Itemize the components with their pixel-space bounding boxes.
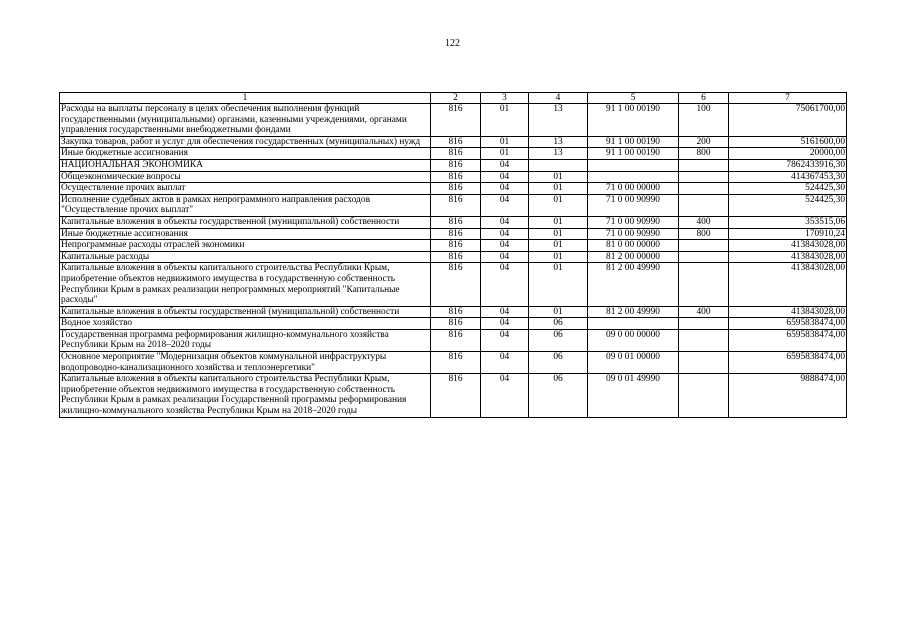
row-subsection-code: 01 (529, 194, 588, 216)
row-expense-type (679, 171, 729, 183)
row-name: Общеэкономические вопросы (60, 171, 431, 183)
row-expense-type (679, 240, 729, 252)
row-name: Основное мероприятие "Модернизация объектов коммунальной инфраструктуры водопроводно-канализационного хозяйства и теплоэнергетики" (60, 352, 431, 374)
row-expense-type: 200 (679, 136, 729, 148)
row-subsection-code: 01 (529, 263, 588, 306)
row-amount: 413843028,00 (729, 251, 847, 263)
row-ministry-code: 816 (431, 263, 481, 306)
header-row (60, 93, 847, 104)
row-amount: 353515,06 (729, 216, 847, 228)
row-section-code: 04 (481, 263, 529, 306)
row-section-code: 04 (481, 329, 529, 351)
row-amount: 20000,00 (729, 148, 847, 160)
header-col-3: 3 (481, 93, 529, 104)
row-name: Иные бюджетные ассигнования (60, 148, 431, 160)
row-amount: 524425,30 (729, 194, 847, 216)
row-target-article: 91 1 00 00190 (588, 148, 679, 160)
row-name: Капитальные вложения в объекты капитального строительства Республики Крым, приобретение объектов недвижимого имущества в государственную собственность Республики Крым в рамках реализации Государственной программы реформирования жилищно-коммунального хозяйства Республики Крым на 2018–2020 годы (60, 374, 431, 417)
row-ministry-code: 816 (431, 148, 481, 160)
table-row (60, 171, 847, 183)
row-subsection-code: 01 (529, 251, 588, 263)
row-amount: 414367453,30 (729, 171, 847, 183)
row-section-code: 01 (481, 148, 529, 160)
table-row (60, 183, 847, 195)
row-subsection-code: 01 (529, 171, 588, 183)
row-section-code: 04 (481, 216, 529, 228)
table-row (60, 240, 847, 252)
table-row (60, 228, 847, 240)
header-col-1: 1 (60, 93, 431, 104)
row-section-code: 04 (481, 251, 529, 263)
row-expense-type: 800 (679, 228, 729, 240)
row-name: Водное хозяйство (60, 318, 431, 330)
row-ministry-code: 816 (431, 159, 481, 171)
row-expense-type (679, 374, 729, 417)
row-subsection-code: 06 (529, 329, 588, 351)
row-section-code: 04 (481, 171, 529, 183)
row-ministry-code: 816 (431, 228, 481, 240)
row-subsection-code: 13 (529, 136, 588, 148)
row-target-article: 71 0 00 90990 (588, 194, 679, 216)
row-name: Капитальные вложения в объекты капитального строительства Республики Крым, приобретение объектов недвижимого имущества в государственную собственность Республики Крым в рамках реализации непрограммных мероприятий "Капитальные расходы" (60, 263, 431, 306)
row-subsection-code: 01 (529, 228, 588, 240)
header-col-4: 4 (529, 93, 588, 104)
table-row (60, 352, 847, 374)
row-target-article: 09 0 01 00000 (588, 352, 679, 374)
row-expense-type (679, 183, 729, 195)
row-target-article: 81 2 00 49990 (588, 306, 679, 318)
row-target-article (588, 318, 679, 330)
row-amount: 413843028,00 (729, 306, 847, 318)
row-name: Осуществление прочих выплат (60, 183, 431, 195)
header-col-7: 7 (729, 93, 847, 104)
row-subsection-code: 01 (529, 306, 588, 318)
row-subsection-code: 06 (529, 374, 588, 417)
row-target-article: 91 1 00 00190 (588, 136, 679, 148)
row-amount: 6595838474,00 (729, 329, 847, 351)
table-row (60, 318, 847, 330)
row-ministry-code: 816 (431, 306, 481, 318)
row-section-code: 04 (481, 194, 529, 216)
row-section-code: 01 (481, 136, 529, 148)
table-row (60, 104, 847, 137)
table-row (60, 148, 847, 160)
row-ministry-code: 816 (431, 171, 481, 183)
row-section-code: 04 (481, 318, 529, 330)
row-target-article (588, 159, 679, 171)
row-subsection-code: 06 (529, 352, 588, 374)
row-expense-type (679, 263, 729, 306)
header-col-2: 2 (431, 93, 481, 104)
row-ministry-code: 816 (431, 352, 481, 374)
row-target-article: 81 2 00 00000 (588, 251, 679, 263)
row-name: Капитальные вложения в объекты государственной (муниципальной) собственности (60, 216, 431, 228)
row-expense-type (679, 159, 729, 171)
table-row (60, 374, 847, 417)
table-row (60, 306, 847, 318)
row-ministry-code: 816 (431, 194, 481, 216)
row-amount: 9888474,00 (729, 374, 847, 417)
row-name: НАЦИОНАЛЬНАЯ ЭКОНОМИКА (60, 159, 431, 171)
table-row (60, 263, 847, 306)
row-amount: 413843028,00 (729, 263, 847, 306)
row-name: Государственная программа реформирования жилищно-коммунального хозяйства Республики Крым на 2018–2020 годы (60, 329, 431, 351)
row-name: Исполнение судебных актов в рамках непрограммного направления расходов "Осуществление прочих выплат" (60, 194, 431, 216)
row-expense-type (679, 251, 729, 263)
header-col-5: 5 (588, 93, 679, 104)
table-row (60, 329, 847, 351)
row-target-article: 81 0 00 00000 (588, 240, 679, 252)
row-subsection-code: 01 (529, 240, 588, 252)
row-amount: 6595838474,00 (729, 318, 847, 330)
row-name: Капитальные вложения в объекты государственной (муниципальной) собственности (60, 306, 431, 318)
row-subsection-code: 13 (529, 148, 588, 160)
row-target-article: 91 1 00 00190 (588, 104, 679, 137)
row-ministry-code: 816 (431, 104, 481, 137)
row-name: Непрограммные расходы отраслей экономики (60, 240, 431, 252)
row-section-code: 04 (481, 183, 529, 195)
row-subsection-code: 13 (529, 104, 588, 137)
row-ministry-code: 816 (431, 374, 481, 417)
row-expense-type (679, 194, 729, 216)
row-target-article: 09 0 00 00000 (588, 329, 679, 351)
row-amount: 6595838474,00 (729, 352, 847, 374)
row-name: Закупка товаров, работ и услуг для обеспечения государственных (муниципальных) нужд (60, 136, 431, 148)
row-amount: 413843028,00 (729, 240, 847, 252)
row-expense-type (679, 329, 729, 351)
table-row (60, 159, 847, 171)
row-section-code: 04 (481, 159, 529, 171)
row-section-code: 04 (481, 374, 529, 417)
header-col-6: 6 (679, 93, 729, 104)
row-expense-type: 100 (679, 104, 729, 137)
row-target-article: 81 2 00 49990 (588, 263, 679, 306)
page-number: 122 (445, 38, 460, 49)
row-ministry-code: 816 (431, 136, 481, 148)
row-amount: 75061700,00 (729, 104, 847, 137)
table-row (60, 216, 847, 228)
row-section-code: 04 (481, 306, 529, 318)
row-target-article: 09 0 01 49990 (588, 374, 679, 417)
row-amount: 524425,30 (729, 183, 847, 195)
row-amount: 170910,24 (729, 228, 847, 240)
row-expense-type: 400 (679, 306, 729, 318)
table-row (60, 136, 847, 148)
row-ministry-code: 816 (431, 183, 481, 195)
table-row (60, 194, 847, 216)
row-subsection-code: 01 (529, 216, 588, 228)
row-section-code: 01 (481, 104, 529, 137)
row-ministry-code: 816 (431, 251, 481, 263)
row-expense-type (679, 318, 729, 330)
row-expense-type: 400 (679, 216, 729, 228)
row-target-article (588, 171, 679, 183)
row-target-article: 71 0 00 90990 (588, 228, 679, 240)
row-subsection-code: 06 (529, 318, 588, 330)
row-ministry-code: 816 (431, 240, 481, 252)
row-name: Капитальные расходы (60, 251, 431, 263)
row-section-code: 04 (481, 240, 529, 252)
row-ministry-code: 816 (431, 318, 481, 330)
row-target-article: 71 0 00 00000 (588, 183, 679, 195)
row-subsection-code: 01 (529, 183, 588, 195)
row-ministry-code: 816 (431, 329, 481, 351)
row-amount: 5161600,00 (729, 136, 847, 148)
row-section-code: 04 (481, 228, 529, 240)
row-name: Расходы на выплаты персоналу в целях обеспечения выполнения функций государственными (муниципальными) органами, казенными учреждениями, органами управления государственными внебюджетными фондами (60, 104, 431, 137)
row-expense-type (679, 352, 729, 374)
row-section-code: 04 (481, 352, 529, 374)
row-ministry-code: 816 (431, 216, 481, 228)
table-row (60, 251, 847, 263)
row-amount: 7862433916,30 (729, 159, 847, 171)
row-target-article: 71 0 00 90990 (588, 216, 679, 228)
row-subsection-code (529, 159, 588, 171)
row-expense-type: 800 (679, 148, 729, 160)
row-name: Иные бюджетные ассигнования (60, 228, 431, 240)
budget-table (59, 92, 847, 418)
